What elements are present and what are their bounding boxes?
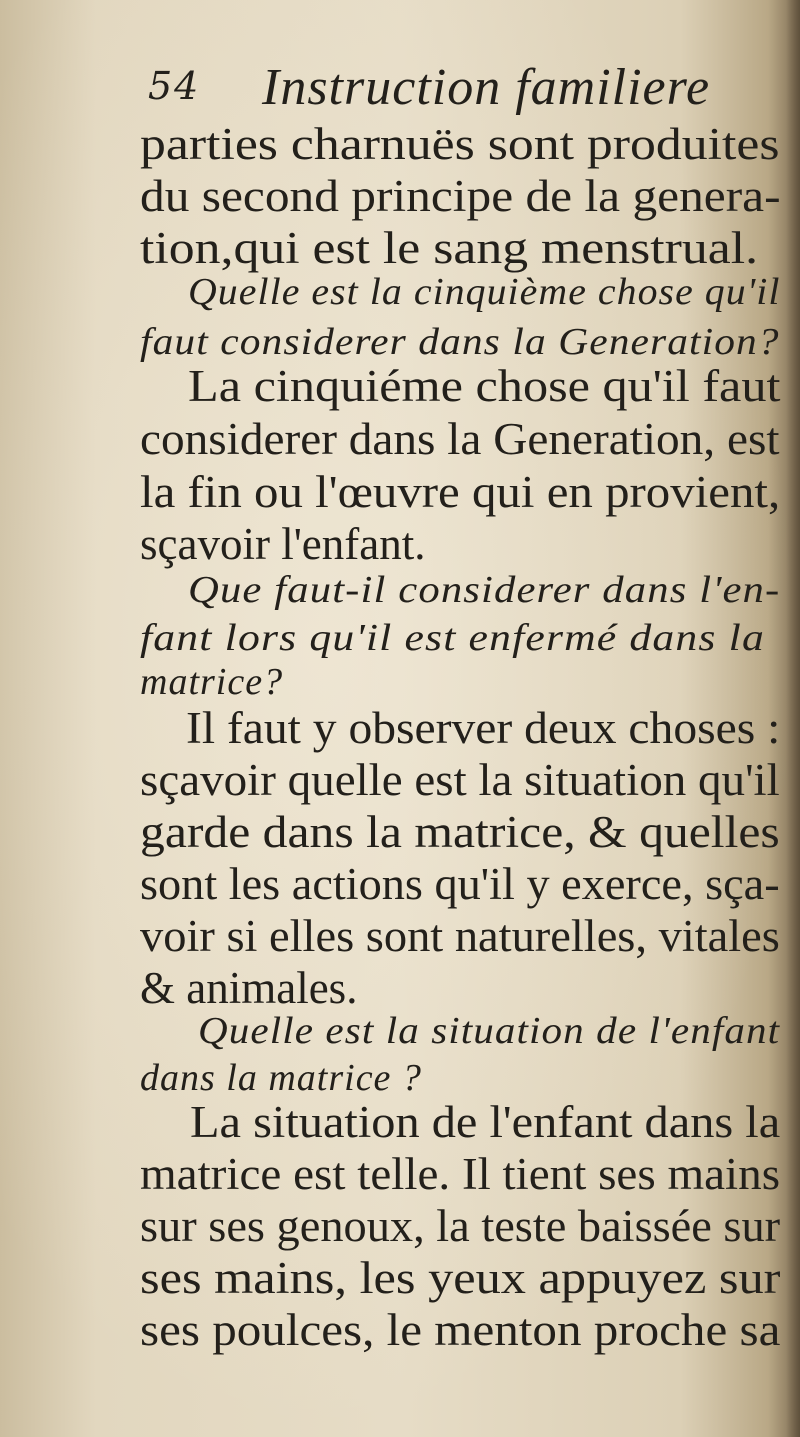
text-line: La situation de l'enfant dans la — [190, 1097, 781, 1147]
text-line: La cinquiéme chose qu'il faut — [188, 361, 781, 411]
question-line: Quelle est la situation de l'enfant — [198, 1010, 781, 1052]
running-head: Instruction familiere — [262, 59, 711, 116]
text-line: garde dans la matrice, & quelles — [140, 807, 780, 857]
text-line: ses poulces, le menton proche sa — [140, 1305, 781, 1355]
question-line: dans la matrice ? — [140, 1057, 422, 1099]
text-line: sur ses genoux, la teste baissée sur — [140, 1201, 781, 1251]
question-line: faut considerer dans la Generation? — [140, 321, 780, 363]
question-line: Que faut-il considerer dans l'en- — [188, 569, 781, 611]
page-number: 54 — [148, 64, 201, 108]
text-line: voir si elles sont naturelles, vitales — [140, 911, 780, 961]
text-line: sçavoir l'enfant. — [140, 519, 426, 569]
page-gutter-shadow — [786, 0, 800, 1437]
text-line: tion,qui est le sang menstrual. — [140, 223, 759, 273]
text-line: & animales. — [140, 963, 358, 1013]
text-line: sçavoir quelle est la situation qu'il — [140, 755, 780, 805]
text-line: la fin ou l'œuvre qui en provient, — [140, 467, 781, 517]
text-line: parties charnuës sont produites — [140, 119, 780, 169]
question-line: fant lors qu'il est enfermé dans la — [140, 617, 765, 659]
question-line: matrice? — [140, 661, 284, 703]
question-line: Quelle est la cinquième chose qu'il — [188, 271, 781, 313]
text-line: du second principe de la genera- — [140, 171, 781, 221]
text-line: matrice est telle. Il tient ses mains — [140, 1149, 781, 1199]
page-header — [140, 46, 780, 116]
text-line: considerer dans la Generation, est — [140, 414, 780, 464]
text-line: sont les actions qu'il y exerce, sça- — [140, 859, 780, 909]
text-line: Il faut y observer deux choses : — [186, 703, 781, 753]
text-line: ses mains, les yeux appuyez sur — [140, 1253, 781, 1303]
